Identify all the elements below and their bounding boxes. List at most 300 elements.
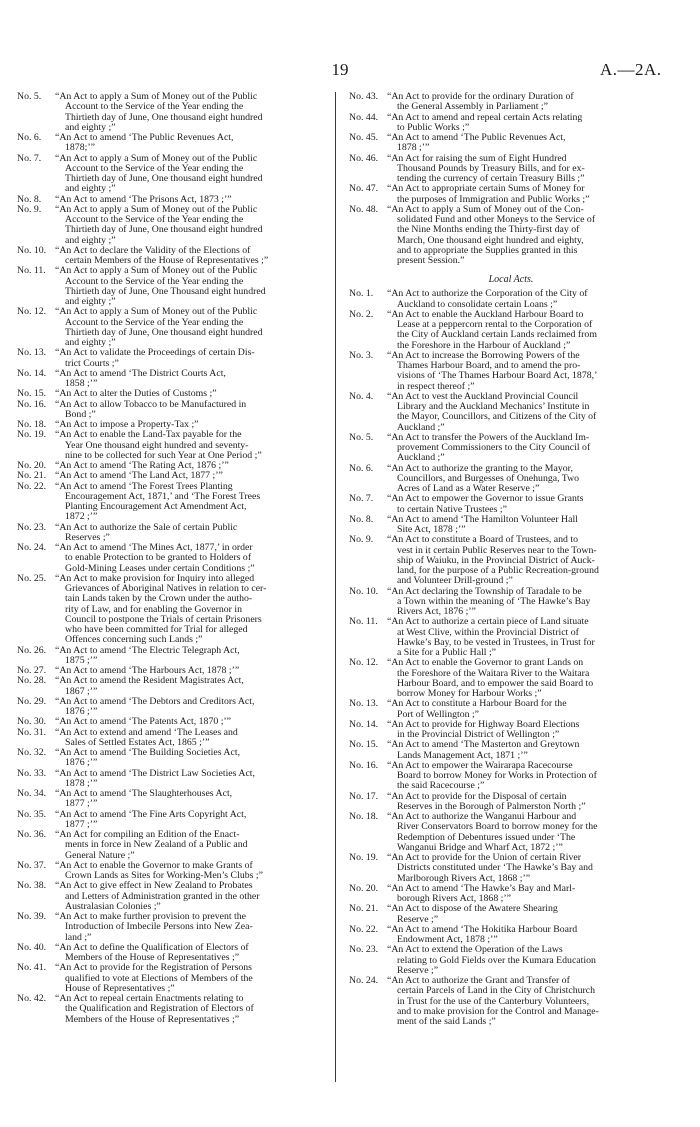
act-number: No. 10.	[349, 585, 379, 597]
act-title-line: Australasian Colonies ;”	[65, 900, 161, 912]
act-entry	[349, 113, 673, 134]
act-title-line: Account to the Service of the Year ending the	[65, 275, 244, 287]
act-entry	[17, 963, 335, 994]
act-title-line: Endowment Act, 1878 ;’”	[397, 934, 498, 945]
act-title-line: relating to Gold Fields over the Kumara Education	[397, 954, 596, 966]
act-title-line: Hawke’s Bay, to be vested in Trustees, in Trust for	[397, 636, 595, 648]
act-title-line: qualified to vote at Elections of Members of the	[65, 972, 253, 984]
act-title-line: 1876 ;’”	[65, 706, 98, 717]
act-entry	[349, 720, 673, 741]
act-title-line: “An Act to define the Qualification of Electors of	[55, 941, 249, 953]
act-number: No. 1.	[349, 288, 374, 300]
act-number: No. 21.	[17, 470, 47, 482]
act-title-line: “An Act to amend the Resident Magistrates Act,	[55, 675, 244, 687]
act-number: No. 7.	[17, 152, 42, 164]
act-number: No. 12.	[17, 306, 47, 318]
act-title-line: the City of Auckland certain Lands reclaimed from	[397, 329, 597, 341]
act-title-line: to certain Native Trustees ;”	[397, 503, 507, 515]
act-entry	[17, 574, 335, 646]
act-title-line: “An Act to amend ‘The Hokitika Harbour Board	[387, 923, 578, 935]
act-title-line: Members of the House of Representatives ;”	[65, 1013, 240, 1025]
act-title-line: “An Act for compiling an Edition of the Enact-	[55, 829, 240, 840]
act-title-line: “An Act to impose a Property-Tax ;”	[55, 419, 199, 430]
act-entry	[349, 133, 673, 154]
act-title	[387, 904, 673, 925]
act-title-line: Port of Wellington ;”	[397, 708, 480, 720]
act-title-line: “An Act to amend ‘The Fine Arts Copyright Act,	[55, 808, 247, 820]
act-entry	[17, 676, 335, 697]
act-number: No. 40.	[17, 941, 47, 953]
act-title-line: certain Members of the House of Representatives ;”	[65, 255, 269, 266]
act-title	[55, 728, 335, 749]
act-number: No. 19.	[17, 429, 47, 441]
act-number: No. 22.	[17, 480, 47, 492]
act-title-line: “An Act to extend and amend ‘The Leases and	[55, 726, 238, 738]
act-number: No. 38.	[17, 880, 47, 892]
act-title-line: Account to the Service of the Year ending the	[65, 101, 244, 113]
act-title-line: Auckland ;”	[397, 421, 445, 433]
act-number: No. 3.	[349, 349, 374, 361]
act-title	[55, 994, 335, 1025]
act-title-line: rity of Law, and for enabling the Governor in	[65, 603, 243, 615]
act-title-line: “An Act to constitute a Harbour Board for the	[387, 698, 567, 710]
act-title	[55, 482, 335, 523]
act-entry	[349, 535, 673, 586]
act-title-line: Reserve ;”	[397, 913, 439, 925]
act-title	[55, 861, 335, 882]
act-title-line: House of Representatives ;”	[65, 982, 175, 994]
act-number: No. 18.	[349, 811, 379, 822]
act-title	[387, 761, 673, 792]
act-title-line: “An Act to amend ‘The Public Revenues Act,	[55, 132, 234, 143]
act-number: No. 27.	[17, 665, 47, 676]
act-title	[55, 676, 335, 697]
act-title-line: Thirtieth day of June, One thousand eight hundred	[65, 111, 263, 123]
act-entry	[17, 471, 335, 481]
act-title	[387, 699, 673, 720]
act-number: No. 31.	[17, 726, 47, 738]
act-title-line: Library and the Auckland Mechanics’ Institute in	[397, 401, 590, 412]
act-number: No. 37.	[17, 859, 47, 871]
act-title-line: Acres of Land as a Water Reserve ;”	[397, 483, 540, 494]
act-title-line: Councillors, and Burgesses of Onehunga, Two	[397, 472, 580, 484]
act-entry	[17, 830, 335, 861]
act-title-line: ment of the said Lands ;”	[397, 1016, 496, 1027]
act-entry	[17, 789, 335, 810]
act-title-line: the Foreshore of the Waitara River to the Waitara	[397, 667, 590, 679]
act-number: No. 2.	[349, 308, 374, 320]
act-number: No. 24.	[349, 975, 379, 986]
act-entry	[349, 761, 673, 792]
act-title-line: “An Act to amend ‘The Patents Act, 1870 ;’”	[55, 716, 232, 728]
act-title-line: General Nature ;”	[65, 849, 135, 861]
act-number: No. 30.	[17, 716, 47, 728]
act-entry	[17, 266, 335, 307]
act-entry	[349, 812, 673, 853]
act-title	[387, 351, 673, 392]
act-number: No. 8.	[17, 193, 42, 205]
act-title-line: Account to the Service of the Year ending the	[65, 162, 244, 174]
act-title-line: and to make provision for the Control and Manage-	[397, 1005, 599, 1017]
act-title	[55, 943, 335, 964]
act-title	[55, 769, 335, 790]
act-title-line: “An Act to amend ‘The Rating Act, 1876 ;’”	[55, 460, 229, 471]
act-title-line: “An Act to amend ‘The Hamilton Volunteer Hall	[387, 513, 578, 525]
act-title	[55, 697, 335, 718]
act-title-line: “An Act to give effect in New Zealand to Probates	[55, 880, 253, 892]
act-number: No. 15.	[17, 388, 47, 400]
act-title-line: Encouragement Act, 1871,’ and ‘The Forest Trees	[65, 490, 261, 502]
act-title-line: the Nine Months ending the Thirty-first day of	[397, 224, 580, 236]
act-title	[55, 246, 335, 267]
act-title-line: “An Act to transfer the Powers of the Auckland Im-	[387, 431, 590, 443]
act-number: No. 46.	[349, 152, 379, 164]
act-title-line: in the Provincial District of Wellington ;”	[397, 729, 560, 740]
act-title-line: “An Act to amend ‘The Harbours Act, 1878 ;’”	[55, 665, 240, 676]
act-title-line: in respect thereof ;”	[397, 380, 475, 392]
act-entry	[349, 494, 673, 515]
act-title-line: ments in force in New Zealand of a Public and	[65, 839, 248, 851]
act-title-line: the said Racecourse ;”	[397, 780, 485, 792]
act-entry	[349, 617, 673, 658]
act-entry	[17, 881, 335, 912]
act-number: No. 47.	[349, 183, 379, 195]
act-title-line: vest in it certain Public Reserves near to the Town-	[397, 544, 597, 556]
act-title-line: 1867 ;’”	[65, 685, 98, 697]
act-number: No. 8.	[349, 513, 374, 525]
act-number: No. 21.	[349, 903, 379, 915]
act-title-line: “An Act to empower the Governor to issue Grants	[387, 493, 584, 505]
act-title	[387, 392, 673, 433]
act-title-line: Planting Encouragement Act Amendment Act,	[65, 501, 247, 512]
act-number: No. 4.	[349, 390, 374, 402]
act-title-line: Sales of Settled Estates Act, 1865 ;’”	[65, 736, 210, 748]
act-title	[55, 789, 335, 810]
act-title-line: Thirtieth day of June, One thousand eight hundred	[65, 224, 263, 236]
act-entry	[349, 904, 673, 925]
act-title	[387, 92, 673, 113]
act-title-line: “An Act to amend ‘The Prisons Act, 1873 ;’”	[55, 193, 232, 205]
act-number: No. 42.	[17, 993, 47, 1004]
act-title	[387, 494, 673, 515]
act-title-line: “An Act to enable the Governor to make Grants of	[55, 859, 253, 871]
act-title	[55, 717, 335, 727]
act-title-line: Year One thousand eight hundred and seventy-	[65, 439, 249, 451]
act-title-line: March, One thousand eight hundred and eighty,	[397, 234, 584, 246]
act-title-line: solidated Fund and other Moneys to the Service of	[397, 214, 596, 225]
act-entry	[349, 464, 673, 495]
act-title-line: “An Act to make further provision to prevent the	[55, 911, 246, 922]
act-title-line: 1872 ;’”	[65, 511, 98, 523]
act-number: No. 45.	[349, 132, 379, 143]
act-title-line: 1876 ;’”	[65, 757, 98, 769]
act-entry	[17, 994, 335, 1025]
act-title	[387, 133, 673, 154]
act-title-line: 1877 ;’”	[65, 798, 98, 810]
act-title-line: “An Act to validate the Proceedings of certain Dis-	[55, 347, 255, 359]
act-entry	[17, 430, 335, 461]
act-entry	[349, 433, 673, 464]
act-entry	[17, 348, 335, 369]
act-title-line: “An Act to amend ‘The Hawke’s Bay and Marl-	[387, 882, 576, 894]
act-number: No. 20.	[17, 460, 47, 471]
act-title-line: “An Act to authorize the Corporation of the City of	[387, 288, 588, 300]
act-title-line: “An Act to extend the Operation of the Laws	[387, 944, 563, 956]
act-title-line: tain Lands taken by the Crown under the autho-	[65, 593, 253, 605]
act-title-line: Reserves in the Borough of Palmerston North ;”	[397, 800, 586, 812]
act-title-line: Auckland to consolidate certain Loans ;”	[397, 298, 558, 310]
act-title	[55, 543, 335, 574]
act-number: No. 7.	[349, 493, 374, 505]
act-title	[55, 389, 335, 399]
act-title	[55, 963, 335, 994]
act-title	[387, 310, 673, 351]
act-entry	[17, 728, 335, 749]
act-title	[387, 720, 673, 741]
act-title	[55, 646, 335, 667]
act-entry	[17, 769, 335, 790]
act-title	[55, 574, 335, 646]
act-title-line: and Volunteer Drill-ground ;”	[397, 575, 513, 587]
act-number: No. 11.	[349, 616, 378, 628]
act-title-line: “An Act to repeal certain Enactments relating to	[55, 993, 244, 1004]
act-title-line: Account to the Service of the Year ending the	[65, 214, 244, 225]
act-number: No. 28.	[17, 675, 47, 687]
act-entry	[17, 861, 335, 882]
act-number: No. 9.	[17, 203, 42, 215]
act-entry	[349, 884, 673, 905]
act-title-line: “An Act to alter the Duties of Customs ;”	[55, 388, 217, 400]
act-title	[55, 348, 335, 369]
act-title-line: “An Act to constitute a Board of Trustees, and to	[387, 534, 579, 546]
act-title-line: “An Act to apply a Sum of Money out of the Con-	[387, 203, 584, 215]
act-entry	[17, 246, 335, 267]
act-entry	[349, 515, 673, 536]
act-title-line: a Town within the meaning of ‘The Hawke’s Bay	[397, 595, 591, 607]
act-number: No. 19.	[349, 852, 379, 863]
act-title-line: “An Act to authorize the Wanganui Harbour and	[387, 811, 577, 822]
page-number: 19	[331, 60, 349, 79]
act-number: No. 18.	[17, 419, 47, 430]
act-title-line: “An Act to allow Tobacco to be Manufactured in	[55, 398, 247, 410]
act-entry	[17, 482, 335, 523]
act-title-line: “An Act to amend ‘The Electric Telegraph Act,	[55, 644, 240, 656]
act-title-line: and Letters of Administration granted in the other	[65, 890, 260, 902]
act-entry	[349, 92, 673, 113]
act-title-line: “An Act to provide for the Disposal of certain	[387, 790, 567, 802]
act-title-line: Thousand Pounds by Treasury Bills, and for ex-	[397, 162, 585, 174]
act-entry	[17, 133, 335, 154]
act-title-line: Auckland ;”	[397, 452, 445, 464]
act-title	[55, 881, 335, 912]
act-title-line: land, for the purpose of a Public Recreation-ground	[397, 565, 599, 576]
act-title-line: “An Act to authorize the granting to the Mayor,	[387, 462, 573, 474]
act-title-line: “An Act to amend ‘The District Law Societies Act,	[55, 767, 255, 779]
act-title	[387, 925, 673, 946]
general-acts-list	[349, 92, 673, 266]
act-title	[387, 884, 673, 905]
act-title	[55, 430, 335, 461]
act-title-line: “An Act to enable the Land-Tax payable for the	[55, 429, 242, 441]
act-title-line: “An Act to make provision for Inquiry into alleged	[55, 572, 255, 584]
act-title	[387, 945, 673, 976]
act-number: No. 35.	[17, 808, 47, 820]
act-title-line: Reserves ;”	[65, 531, 110, 543]
act-entry	[349, 853, 673, 884]
act-entry	[349, 154, 673, 185]
act-title-line: borough Rivers Act, 1868 ;’”	[397, 893, 512, 904]
act-entry	[17, 943, 335, 964]
act-number: No. 5.	[349, 431, 374, 443]
act-title-line: River Conservators Board to borrow money for the	[397, 821, 598, 833]
act-title-line: “An Act to amend ‘The Building Societies Act,	[55, 747, 241, 758]
act-title-line: “An Act to provide for the Union of certain River	[387, 852, 581, 863]
act-title-line: Marlborough Rivers Act, 1868 ;’”	[397, 872, 531, 884]
act-number: No. 15.	[349, 739, 379, 751]
act-title-line: “An Act to apply a Sum of Money out of the Public	[55, 265, 258, 277]
act-title-line: nine to be collected for such Year at One Period ;”	[65, 449, 262, 461]
act-title-line: “An Act to provide for the ordinary Duration of	[387, 91, 574, 102]
act-title-line: Reserve ;”	[397, 964, 439, 976]
act-title	[55, 133, 335, 154]
act-title-line: Thirtieth day of June, One Thousand eight hundred	[65, 285, 266, 297]
act-title	[387, 515, 673, 536]
act-number: No. 33.	[17, 767, 47, 779]
act-title-line: ship of Waiuku, in the Provincial District of Auck-	[397, 554, 595, 566]
act-title-line: Account to the Service of the Year ending the	[65, 316, 244, 328]
act-title	[55, 400, 335, 421]
act-number: No. 10.	[17, 244, 47, 256]
act-title-line: a Site for a Public Hall ;”	[397, 647, 497, 658]
act-title-line: Board to borrow Money for Works in Protection of	[397, 770, 597, 781]
act-title-line: Wanganui Bridge and Wharf Act, 1872 ;’”	[397, 841, 563, 853]
act-title-line: Redemption of Debentures issued under ‘The	[397, 831, 576, 843]
act-title-line: 1858 ;’”	[65, 378, 98, 389]
act-title-line: Site Act, 1878 ;’”	[397, 524, 466, 535]
act-entry	[17, 92, 335, 133]
act-title-line: visions of ‘The Thames Harbour Board Act, 1878,’	[397, 370, 598, 382]
act-title-line: certain Parcels of Land in the City of Christchurch	[397, 985, 596, 997]
act-title-line: “An Act to authorize a certain piece of Land situate	[387, 616, 589, 628]
act-number: No. 24.	[17, 542, 47, 553]
act-title-line: “An Act to amend ‘The Debtors and Creditors Act,	[55, 695, 255, 707]
act-title	[55, 830, 335, 861]
act-title	[55, 266, 335, 307]
act-title-line: and eighty ;”	[65, 337, 116, 348]
right-column	[349, 92, 673, 1027]
act-title-line: 1878 ;’”	[65, 777, 98, 789]
act-title-line: “An Act to amend ‘The District Courts Act,	[55, 367, 226, 379]
act-title-line: tending the currency of certain Treasury Bills ;”	[397, 173, 585, 184]
act-entry	[17, 369, 335, 390]
act-entry	[349, 205, 673, 267]
act-entry	[17, 646, 335, 667]
act-title-line: “An Act to apply a Sum of Money out of the Public	[55, 203, 258, 215]
act-entry	[17, 810, 335, 831]
act-number: No. 41.	[17, 962, 47, 974]
act-number: No. 25.	[17, 572, 47, 584]
act-number: No. 13.	[17, 347, 47, 359]
local-acts-heading: Local Acts.	[488, 274, 534, 286]
act-title-line: the Qualification and Registration of Electors of	[65, 1003, 254, 1015]
act-title-line: Council to postpone the Trials of certain Prisoners	[65, 613, 262, 625]
act-title-line: and eighty ;”	[65, 234, 116, 246]
act-title	[55, 307, 335, 348]
act-title	[387, 740, 673, 761]
act-number: No. 20.	[349, 882, 379, 894]
act-title	[387, 853, 673, 884]
act-title	[387, 205, 673, 267]
act-entry	[349, 351, 673, 392]
act-number: No. 26.	[17, 644, 47, 656]
act-title-line: 1878;’”	[65, 142, 95, 154]
act-title	[387, 433, 673, 464]
act-title-line: trict Courts ;”	[65, 357, 119, 369]
act-number: No. 9.	[349, 534, 374, 546]
act-title-line: “An Act to dispose of the Awatere Shearing	[387, 903, 558, 915]
act-title-line: who have been committed for Trial for alleged	[65, 624, 248, 635]
act-title	[55, 369, 335, 390]
act-title-line: “An Act to apply a Sum of Money out of the Public	[55, 91, 258, 102]
act-title	[387, 535, 673, 586]
act-title-line: 1877 ;’”	[65, 818, 98, 830]
act-title-line: Bond ;”	[65, 408, 96, 420]
act-title-line: “An Act to apply a Sum of Money out of the Public	[55, 306, 258, 318]
act-title-line: Members of the House of Representatives ;”	[65, 952, 240, 963]
act-title	[55, 154, 335, 195]
act-title-line: and eighty ;”	[65, 183, 116, 195]
act-number: No. 11.	[17, 265, 46, 277]
act-title-line: Districts constituted under ‘The Hawke’s Bay and	[397, 862, 593, 874]
act-title-line: borrow Money for Harbour Works ;”	[397, 688, 542, 699]
act-title-line: “An Act to amend ‘The Mines Act, 1877,’ in order	[55, 542, 253, 553]
act-entry	[17, 748, 335, 769]
act-title-line: 1875 ;’”	[65, 654, 98, 666]
act-title-line: “An Act to amend ‘The Masterton and Greytown	[387, 739, 580, 751]
act-number: No. 6.	[17, 132, 42, 143]
act-number: No. 5.	[17, 91, 42, 102]
act-title	[55, 523, 335, 544]
act-number: No. 48.	[349, 203, 379, 215]
act-entry	[17, 523, 335, 544]
act-number: No. 22.	[349, 923, 379, 935]
act-title	[387, 658, 673, 699]
act-number: No. 12.	[349, 657, 379, 669]
act-title	[387, 587, 673, 618]
act-entry	[349, 184, 673, 205]
act-title	[55, 810, 335, 831]
act-entry	[17, 400, 335, 421]
local-acts-list	[349, 289, 673, 1027]
act-title	[387, 289, 673, 310]
act-title-line: Lands Management Act, 1871 ;’”	[397, 749, 528, 761]
act-number: No. 34.	[17, 788, 47, 799]
act-title-line: to Public Works ;”	[397, 121, 470, 133]
act-title-line: in Trust for the use of the Canterbury Volunteers,	[397, 995, 590, 1007]
act-title	[55, 92, 335, 133]
act-title-line: “An Act to amend ‘The Forest Trees Planting	[55, 480, 233, 492]
act-entry	[349, 699, 673, 720]
act-title-line: “An Act declaring the Township of Taradale to be	[387, 585, 582, 597]
act-number: No. 16.	[349, 759, 379, 771]
act-title-line: Thames Harbour Board, and to amend the pro-	[397, 360, 581, 371]
act-entry	[17, 697, 335, 718]
act-title-line: 1878 ;’”	[397, 142, 430, 154]
act-number: No. 14.	[349, 718, 379, 730]
act-title	[387, 184, 673, 205]
act-entry	[17, 205, 335, 246]
act-title	[55, 912, 335, 943]
